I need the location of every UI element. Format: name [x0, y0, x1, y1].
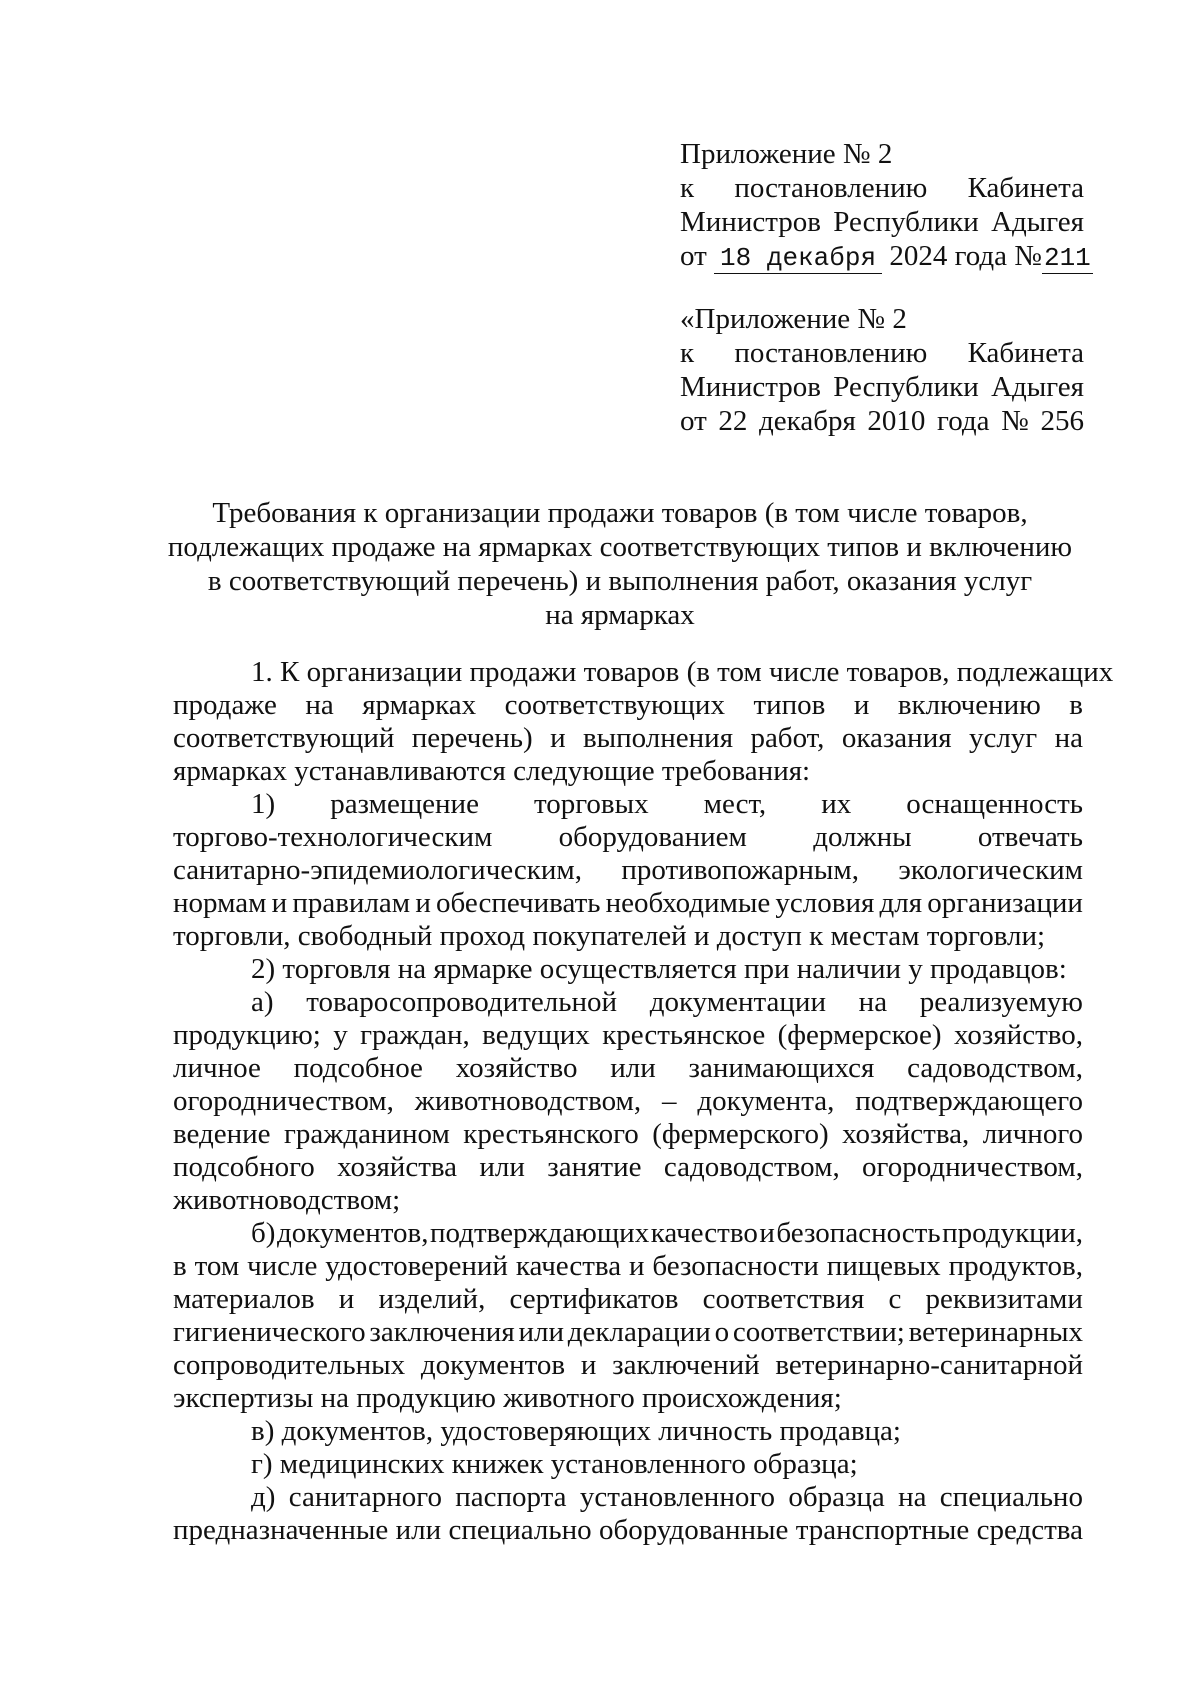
body-text-segment: и [580, 1349, 597, 1381]
word: Адыгея [991, 206, 1084, 238]
word: года [937, 405, 990, 437]
body-text-segment: оснащенность [906, 788, 1083, 820]
body-text-segment: выполнения [582, 722, 734, 754]
body-text-segment: пищевых [826, 1250, 941, 1282]
body-text-segment: должны [813, 821, 912, 853]
body-text-segment: у [333, 1019, 348, 1051]
body-text-segment: санитарно-эпидемиологическим, [173, 854, 582, 886]
word: декабря [759, 405, 856, 437]
appendix-title: Приложение № 2 [680, 138, 893, 170]
body-line [173, 788, 1083, 821]
body-text-segment: крестьянское [602, 1019, 766, 1051]
body-text-segment: предназначенные [173, 1514, 389, 1546]
body-line [173, 1184, 1083, 1217]
body-text-segment: хозяйство, [953, 1019, 1083, 1051]
body-text-segment: материалов [173, 1283, 315, 1315]
body-text-segment: или [395, 1514, 442, 1546]
body-text-segment: подсобного [173, 1151, 315, 1183]
body-text-segment: и [629, 1250, 645, 1282]
body-text-segment: занятие [547, 1151, 642, 1183]
body-text-segment: 1. К организации продажи товаров (в том числе товаров, подлежащих [251, 656, 1114, 688]
body-text-segment: или [518, 1316, 564, 1348]
word: Министров [680, 206, 821, 238]
body-line [173, 689, 1083, 722]
body-text-segment: типов [753, 689, 826, 721]
body-text-segment: условия [775, 887, 875, 919]
body-text-segment: мест, [703, 788, 767, 820]
title-line: в соответствующий перечень) и выполнения работ, оказания услуг [207, 565, 1033, 597]
body-text-segment: для [879, 887, 923, 919]
appendix-line-date [680, 404, 1084, 438]
body-text-segment: документов [420, 1349, 566, 1381]
body-text-segment: том [194, 1250, 240, 1282]
body-text-segment: хозяйства [337, 1151, 458, 1183]
body-line [173, 821, 1083, 854]
word: от [680, 405, 707, 437]
body-text-segment: крестьянского [463, 1118, 639, 1150]
body-text-segment: ведущих [482, 1019, 590, 1051]
body-text-segment: о [714, 1316, 730, 1348]
word: Кабинета [967, 337, 1084, 369]
body-text-segment: (фермерского) [652, 1118, 829, 1150]
body-text-segment: садоводством, [907, 1052, 1083, 1084]
body-text-segment: безопасность [776, 1217, 941, 1249]
body-text-segment: продаже [173, 689, 277, 721]
body-text-segment: документов, [276, 1217, 429, 1249]
body-text-segment: торгово-технологическим [173, 821, 493, 853]
body-text-segment: и [759, 1217, 775, 1249]
year-label: 2024 года № [889, 240, 1042, 272]
body-text-segment: в [1069, 689, 1083, 721]
body-line [173, 1415, 1083, 1448]
word: Адыгея [991, 371, 1084, 403]
body-text-segment: установленного [579, 1481, 776, 1513]
body-text-segment: их [821, 788, 852, 820]
body-line [173, 1448, 1083, 1481]
body-text-segment: качества [515, 1250, 622, 1282]
title-line: подлежащих продаже на ярмарках соответствующих типов и включению [167, 531, 1073, 563]
title-line: Требования к организации продажи товаров (в том числе товаров, [212, 497, 1028, 529]
body-text-segment: необходимые [605, 887, 771, 919]
document-title [160, 496, 1080, 632]
body-line [173, 1151, 1083, 1184]
body-text-segment: соответствующих [504, 689, 725, 721]
body-text-segment: и [550, 722, 566, 754]
body-text-segment: правилам [292, 887, 411, 919]
appendix-line-authority [680, 205, 1084, 239]
word: Кабинета [967, 172, 1084, 204]
body-text-segment: удостоверений [325, 1250, 508, 1282]
title-line: на ярмарках [545, 599, 695, 631]
body-text-segment: оказания [841, 722, 952, 754]
body-line [173, 953, 1083, 986]
body-text-segment: транспортные [795, 1514, 970, 1546]
body-text-segment: на [858, 986, 888, 1018]
body-text-segment: ведение [173, 1118, 271, 1150]
body-text-segment: перечень) [411, 722, 533, 754]
body-text-segment: хозяйство [455, 1052, 578, 1084]
body-line [173, 755, 1083, 788]
body-line [173, 722, 1083, 755]
body-text-segment: заключения [369, 1316, 515, 1348]
body-text-segment: граждан, [360, 1019, 470, 1051]
body-text-segment: и [415, 887, 431, 919]
body-text-segment: числе [247, 1250, 318, 1282]
word: постановлению [734, 172, 928, 204]
body-text-segment: оборудованием [558, 821, 747, 853]
body-text-segment: размещение [330, 788, 479, 820]
body-text-segment: соответствующий [173, 722, 395, 754]
body-text-segment: организации [927, 887, 1083, 919]
body-text-segment: г) медицинских книжек установленного образца; [251, 1448, 858, 1480]
appendix-title: «Приложение № 2 [680, 303, 907, 335]
body-text-segment: или [479, 1151, 525, 1183]
body-text-segment: сопроводительных [173, 1349, 406, 1381]
body-text-segment: документации [649, 986, 826, 1018]
body-text-segment: животноводством; [173, 1184, 401, 1216]
body-text-segment: средства [976, 1514, 1083, 1546]
word: Республики [833, 371, 979, 403]
word: № [1001, 405, 1029, 437]
body-text-segment: б) [251, 1217, 276, 1249]
body-text-segment: нормам [173, 887, 267, 919]
resolution-date-field: 18 декабря [714, 243, 882, 274]
body-text-segment: ветеринарно-санитарной [775, 1349, 1083, 1381]
body-text-segment: животноводством, [414, 1085, 642, 1117]
body-text-segment: хозяйства, [842, 1118, 970, 1150]
body-text-segment: с [888, 1283, 902, 1315]
word: к [680, 337, 695, 369]
body-text-segment: специально [939, 1481, 1083, 1513]
body-text-segment: огородничеством, [862, 1151, 1083, 1183]
body-text-segment: гражданином [284, 1118, 450, 1150]
body-text-segment: торговли, свободный проход покупателей и доступ к местам торговли; [173, 920, 1046, 952]
body-text-segment: образца [788, 1481, 885, 1513]
body-text-segment: личного [982, 1118, 1083, 1150]
body-text-segment: качество [650, 1217, 758, 1249]
body-line [173, 1349, 1083, 1382]
body-text-segment: ветеринарных [908, 1316, 1083, 1348]
body-text-segment: а) [251, 986, 274, 1018]
body-text-segment: продукции, [942, 1217, 1083, 1249]
body-text-segment: – [662, 1085, 677, 1117]
word: 256 [1040, 405, 1084, 437]
body-text-segment: в [173, 1250, 187, 1282]
body-line [173, 1118, 1083, 1151]
body-line [173, 1481, 1083, 1514]
appendix-line-date [680, 239, 1091, 274]
body-line [173, 656, 1114, 689]
date-prefix: от [680, 240, 707, 272]
word: 2010 [867, 405, 926, 437]
resolution-number-field: 211 [1043, 243, 1091, 273]
body-text-segment: садоводством, [663, 1151, 840, 1183]
body-text-segment: реквизитами [925, 1283, 1083, 1315]
body-text-segment: огородничеством, [173, 1085, 394, 1117]
body-text-segment: включению [897, 689, 1041, 721]
body-text-segment: продукцию; [173, 1019, 321, 1051]
body-text-segment: на [898, 1481, 927, 1513]
word: постановлению [734, 337, 928, 369]
body-text-segment: и [338, 1283, 355, 1315]
body-line [173, 1382, 1083, 1415]
appendix-line-resolution [680, 171, 1084, 205]
body-text-segment: специально [448, 1514, 592, 1546]
body-text-segment: занимающихся [688, 1052, 875, 1084]
body-line [173, 1019, 1083, 1052]
word: 22 [718, 405, 748, 437]
body-text-segment: (фермерское) [777, 1019, 942, 1051]
body-text-segment: противопожарным, [621, 854, 860, 886]
body-text-segment: экспертизы на продукцию животного происхождения; [173, 1382, 842, 1414]
body-text-segment: гигиенического [173, 1316, 366, 1348]
body-line [173, 1283, 1083, 1316]
word: Министров [680, 371, 821, 403]
body-text-segment: отвечать [977, 821, 1083, 853]
body-text-segment: документа, [697, 1085, 835, 1117]
appendix-line-resolution [680, 336, 1084, 370]
body-text-segment: на [305, 689, 334, 721]
body-text-segment: услуг [968, 722, 1038, 754]
body-text-segment: безопасности [652, 1250, 819, 1282]
body-line [173, 1052, 1083, 1085]
body-text-segment: реализуемую [919, 986, 1083, 1018]
body-text-segment: и [271, 887, 288, 919]
body-line [173, 1085, 1083, 1118]
appendix-header-previous [680, 302, 1084, 438]
body-text-segment: товаросопроводительной [306, 986, 618, 1018]
body-text-segment: личное [173, 1052, 261, 1084]
body-text-segment: в) документов, удостоверяющих личность продавца; [251, 1415, 901, 1447]
body-text-segment: подтверждающих [430, 1217, 650, 1249]
body-text-segment: заключений [612, 1349, 760, 1381]
body-text-segment: изделий, [378, 1283, 486, 1315]
body-text-segment: торговых [533, 788, 649, 820]
body-line [173, 986, 1083, 1019]
body-text-segment: работ, [750, 722, 825, 754]
body-text-segment: санитарного [288, 1481, 442, 1513]
body-text-segment: паспорта [455, 1481, 567, 1513]
body-text-segment: на [1054, 722, 1083, 754]
body-text-segment: ярмарках устанавливаются следующие требования: [173, 755, 811, 787]
appendix-header-current [680, 137, 1091, 274]
body-line [173, 1250, 1083, 1283]
body-text-segment: сертификатов [509, 1283, 679, 1315]
body-text-segment: подсобное [293, 1052, 423, 1084]
body-line [173, 1217, 1083, 1250]
body-line [173, 887, 1083, 920]
body-text-segment: 1) [251, 788, 276, 820]
body-text-segment: д) [251, 1481, 276, 1513]
body-text-segment: ярмарках [362, 689, 477, 721]
body-line [173, 1514, 1083, 1547]
body-line [173, 1316, 1083, 1349]
body-text-segment: экологическим [898, 854, 1083, 886]
document-body [173, 656, 1114, 1547]
body-text-segment: соответствия [702, 1283, 865, 1315]
body-line [173, 920, 1083, 953]
body-text-segment: обеспечивать [436, 887, 601, 919]
word: Республики [833, 206, 979, 238]
body-line [173, 854, 1083, 887]
appendix-line-authority [680, 370, 1084, 404]
body-text-segment: подтверждающего [855, 1085, 1083, 1117]
body-text-segment: декларации [567, 1316, 711, 1348]
word: к [680, 172, 695, 204]
body-text-segment: 2) торговля на ярмарке осуществляется при наличии у продавцов: [251, 953, 1067, 985]
body-text-segment: продуктов, [948, 1250, 1083, 1282]
body-text-segment: оборудованные [599, 1514, 789, 1546]
body-text-segment: и [853, 689, 870, 721]
body-text-segment: или [610, 1052, 656, 1084]
body-text-segment: соответствии; [732, 1316, 905, 1348]
